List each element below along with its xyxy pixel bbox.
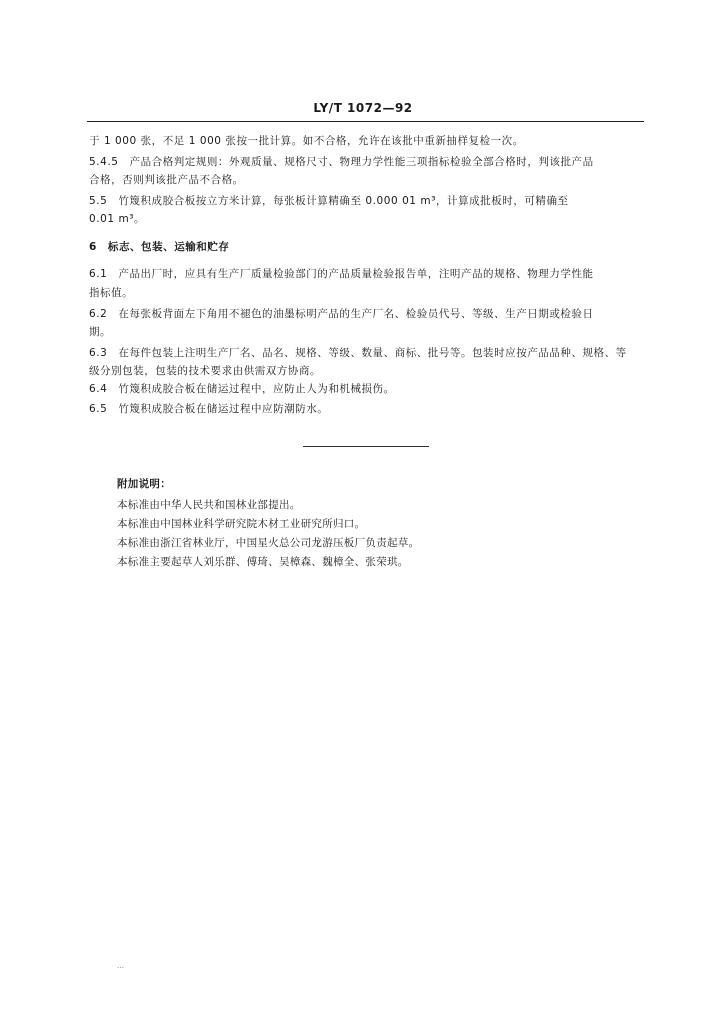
note-line-4: 本标准主要起草人刘乐群、傅琦、吴樟森、魏樟全、张荣珙。	[117, 556, 409, 568]
body-line-3: 合格，否则判该批产品不合格。	[89, 174, 244, 186]
clause-6-1-line-1: 6.1 产品出厂时，应具有生产厂质量检验部门的产品质量检验报告单，注明产品的规格、物理力学性能	[89, 268, 594, 280]
clause-6-2-line-2: 期。	[89, 326, 112, 338]
note-line-2: 本标准由中国林业科学研究院木材工业研究所归口。	[117, 518, 366, 530]
notes-title: 附加说明：	[117, 478, 171, 490]
end-divider	[303, 446, 429, 447]
note-line-3: 本标准由浙江省林业厅，中国星火总公司龙游压板厂负责起草。	[117, 537, 420, 549]
standard-code-header: LY/T 1072—92	[313, 101, 413, 115]
scan-mark: …	[117, 962, 124, 970]
clause-6-4: 6.4 竹篾积成胶合板在储运过程中，应防止人为和机械损伤。	[89, 383, 395, 395]
body-line-2: 5.4.5 产品合格判定规则：外观质量、规格尺寸、物理力学性能三项指标检验全部合格时，判该批产品	[89, 156, 594, 168]
clause-6-3-line-1: 6.3 在每件包装上注明生产厂名、品名、规格、等级、数量、商标、批号等。包装时应按产品品种、规格、等	[89, 347, 627, 359]
clause-6-3-line-2: 级分别包装，包装的技术要求由供需双方协商。	[89, 365, 322, 377]
clause-6-2-line-1: 6.2 在每张板背面左下角用不褪色的油墨标明产品的生产厂名、检验员代号、等级、生产日期或检验日	[89, 308, 594, 320]
body-line-1: 于 1 000 张，不足 1 000 张按一批计算。如不合格，允许在该批中重新抽样复检一次。	[89, 135, 524, 147]
body-line-4: 5.5 竹篾积成胶合板按立方米计算，每张板计算精确至 0.000 01 m³，计算成批板时，可精确至	[89, 195, 569, 207]
clause-6-1-line-2: 指标值。	[89, 287, 134, 299]
header-rule	[87, 121, 644, 122]
section-6-heading: 6 标志、包装、运输和贮存	[89, 241, 230, 253]
note-line-1: 本标准由中华人民共和国林业部提出。	[117, 499, 301, 511]
clause-6-5: 6.5 竹篾积成胶合板在储运过程中应防潮防水。	[89, 403, 329, 415]
body-line-5: 0.01 m³。	[89, 213, 146, 225]
